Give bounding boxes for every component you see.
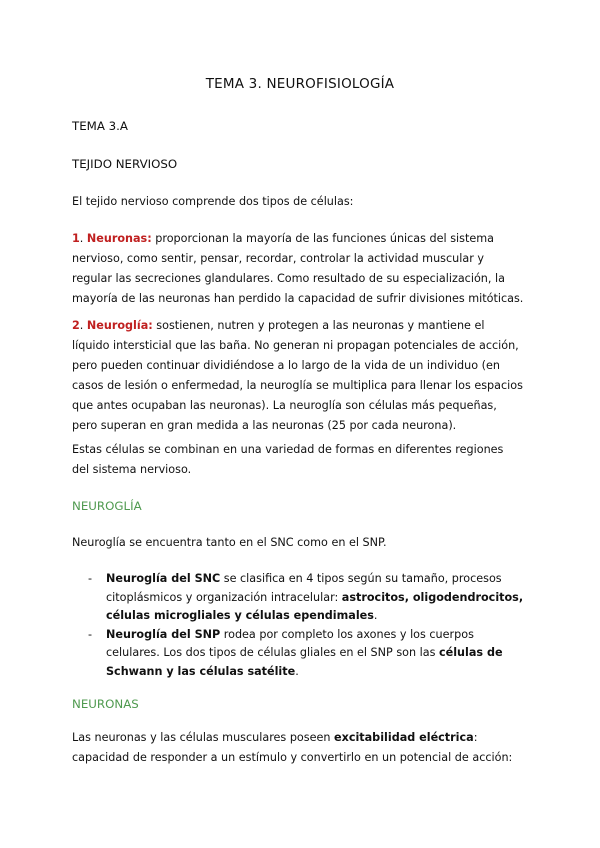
term-neuroglia: Neuroglía: [86,319,153,332]
paragraph-neuroglia [72,316,524,436]
intro-paragraph: El tejido nervioso comprende dos tipos de células: [72,195,354,208]
paragraph-text: : capacidad de responder a un estímulo y convertirlo en un potencial de acción: [72,731,513,764]
dash-bullet: - [88,572,93,585]
heading-neuroglia: NEUROGLÍA [72,499,142,513]
list-text: se clasifica en 4 tipos según su tamaño, procesos citoplásmicos y organización intracelular: [106,572,502,604]
bold-term: células de Schwann y las células satélite [106,646,503,678]
section-heading: TEJIDO NERVIOSO [72,157,178,171]
bold-term: Neuroglía del SNP [106,627,221,641]
list-item [88,570,528,626]
subtitle: TEMA 3.A [72,119,128,133]
heading-neuronas: NEURONAS [72,697,139,711]
bullet-list [88,570,528,681]
list-item [88,626,528,682]
item-separator: . [79,232,87,245]
item-number: 1 [72,232,80,245]
paragraph-snc-snp: Neuroglía se encuentra tanto en el SNC como en el SNP. [72,536,387,549]
paragraph-neuronas [72,229,524,309]
list-text: rodea por completo los axones y los cuerpos celulares. Los dos tipos de células gliales en el SNP son las [106,627,474,659]
list-text: . [295,664,299,678]
paragraph-excitabilidad [72,728,524,768]
item-number: 2 [72,319,80,332]
document-title: TEMA 3. NEUROFISIOLOGÍA [205,76,395,92]
bold-term: Neuroglía del SNC [106,572,221,585]
list-text: . [373,609,378,622]
term-neuronas: Neuronas: [86,232,152,245]
paragraph-combinan: Estas células se combinan en una variedad de formas en diferentes regiones del sistema nervioso. [72,443,504,476]
paragraph-text: Las neuronas y las células musculares poseen [72,731,335,744]
bold-term: astrocitos, oligodendrocitos, células microgliales y células ependimales [106,590,524,622]
dash-bullet: - [88,627,93,641]
paragraph-text: sostienen, nutren y protegen a las neuronas y mantiene el líquido intersticial que las baña. No generan ni propagan potenciales de acción, pero pueden continuar dividiéndose a lo largo de la vida de un individuo (en casos de lesión o enfermedad, la neuroglía se multiplica para llenar los espacios que antes ocupaban las neuronas). La neuroglía son células más pequeñas, pero superan en gran medida a las neuronas (25 por cada neurona). [72,319,523,432]
bold-term: excitabilidad eléctrica [334,731,474,744]
item-separator: . [79,319,87,332]
paragraph-text: proporcionan la mayoría de las funciones únicas del sistema nervioso, como sentir, pensar, recordar, controlar la actividad muscular y regular las secreciones glandulares. Como resultado de su especialización, la mayoría de las neuronas han perdido la capacidad de sufrir divisiones mitóticas. [72,232,524,305]
